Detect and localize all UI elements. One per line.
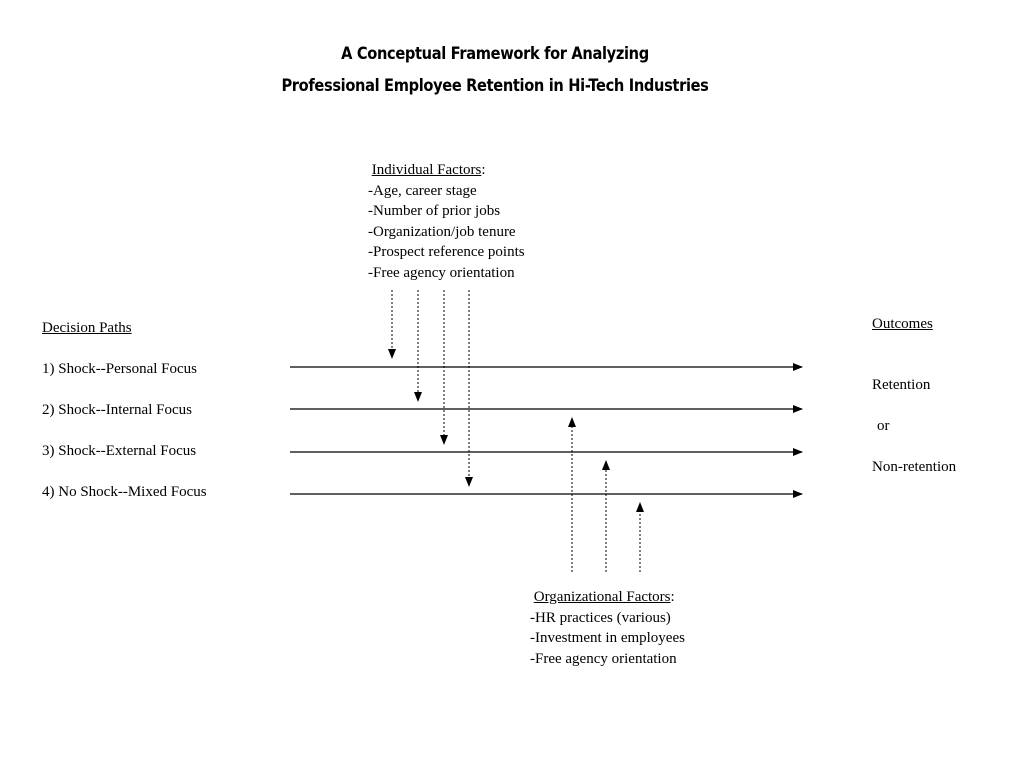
organizational-factor-item: -HR practices (various) — [530, 609, 671, 626]
organizational-factor-item: -Investment in employees — [530, 630, 685, 646]
outcomes-heading: Outcomes — [872, 316, 933, 332]
individual-factors-heading: Individual Factors — [371, 162, 482, 178]
decision-path-4-label: 4) No Shock--Mixed Focus — [42, 484, 207, 500]
page-title-line-2: Professional Employee Retention in Hi-Tech Industries — [281, 76, 709, 96]
page-title-line-1: A Conceptual Framework for Analyzing — [341, 44, 649, 64]
decision-path-1-label: 1) Shock--Personal Focus — [42, 361, 197, 377]
individual-factor-item: -Organization/job tenure — [368, 223, 516, 240]
outcome-non-retention: Non-retention — [872, 459, 957, 475]
individual-factor-item: -Prospect reference points — [368, 244, 525, 260]
outcome-retention: Retention — [872, 377, 931, 393]
organizational-factors-heading-row: Organizational Factors: — [533, 589, 675, 605]
individual-factor-item: -Number of prior jobs — [368, 203, 501, 219]
individual-factors-heading-row: Individual Factors: — [371, 162, 486, 178]
decision-path-2-label: 2) Shock--Internal Focus — [42, 402, 192, 418]
decision-path-3-label: 3) Shock--External Focus — [42, 443, 197, 459]
organizational-factor-item: -Free agency orientation — [530, 650, 677, 667]
outcome-or: or — [877, 418, 890, 434]
organizational-factors-heading: Organizational Factors — [533, 589, 671, 605]
individual-factor-item: -Free agency orientation — [368, 264, 515, 281]
individual-factor-item: -Age, career stage — [368, 182, 477, 199]
decision-paths-heading: Decision Paths — [42, 320, 132, 336]
